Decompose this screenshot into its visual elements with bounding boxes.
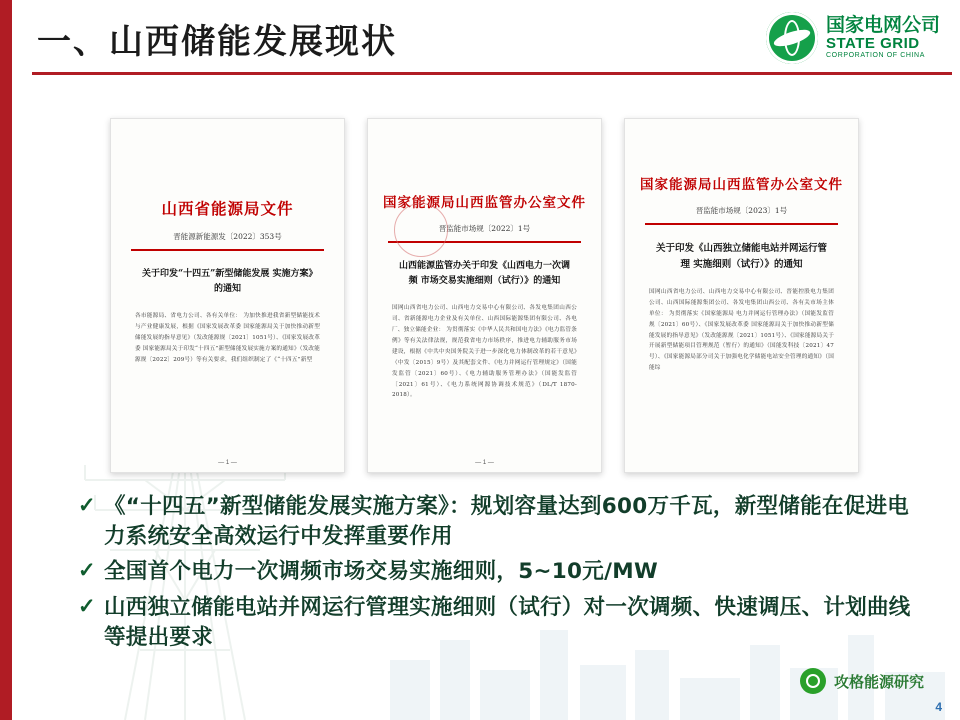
document-page-number: — 1 — — [218, 460, 237, 466]
document-heading: 国家能源局山西监管办公室文件 — [640, 177, 843, 193]
left-accent-bar — [0, 0, 12, 720]
slide-header — [12, 0, 960, 78]
check-icon: ✓ — [78, 594, 96, 618]
document-number: 晋能源新能源发〔2022〕353号 — [173, 232, 282, 241]
document-number: 晋监能市场规〔2023〕1号 — [695, 206, 788, 215]
list-item — [78, 557, 918, 587]
bullet-text: 全国首个电力一次调频市场交易实施细则，5~10元/MW — [104, 559, 658, 585]
document-thumbnail[interactable] — [367, 118, 602, 473]
document-thumbnails — [110, 118, 860, 478]
document-title: 山西能源监管办关于印发《山西电力一次调频 市场交易实施细则（试行）》的通知 — [398, 260, 570, 286]
document-divider — [131, 249, 324, 251]
header-divider — [32, 72, 952, 75]
document-title: 关于印发《山西独立储能电站并网运行管理 实施细则（试行）》的通知 — [655, 242, 827, 270]
page-title: 一、山西储能发展现状 — [37, 22, 397, 62]
document-body: 国网山西省电力公司、山西电力交易中心有限公司、各发电集团山西公司、省新能源电力企业及有关单位、山西国际能源集团有限公司、各电厂、独立储能企业： 为贯彻落实《中华人民共和国电力法》《电力监管条例》等有关法律法规，规范我省电力市场秩序，推进电力辅助服务市场建设，根据《中共中央国务院关于进一步深化电力体制改革的若干意见》（中发〔2015〕9号）及其配套文件、《电力并网运行管理规定》（国能发监管〔2021〕60号）、《电力辅助服务管理办法》（国能发监管〔2021〕61号）、《电力系统网源协调技术规范》（DL/T 1870-2018）。 — [392, 305, 577, 399]
logo-company-en: STATE GRID — [826, 35, 920, 53]
red-seal-icon — [394, 203, 448, 257]
state-grid-emblem-icon — [766, 12, 818, 64]
document-page-number: — 1 — — [475, 460, 494, 466]
document-title: 关于印发“十四五”新型储能发展 实施方案》的通知 — [142, 268, 313, 294]
document-thumbnail[interactable] — [624, 118, 859, 473]
document-divider — [645, 223, 838, 225]
document-heading: 山西省能源局文件 — [161, 199, 294, 218]
document-body: 各市能源局、省电力公司、各有关单位： 为加快推进我省新型储能技术与产业健康发展，根据《国家发展改革委 国家能源局关于加快推动新型储能发展的指导意见》（发改能源规〔2021〕1051号）、《国家发展改革委 国家能源局关于印发“十四五”新型储能发展实施方案的通知》（发改能源规〔2022〕209号）等有关要求，我们组织制定了《“十四五”新型 — [135, 313, 320, 363]
list-item — [78, 593, 918, 652]
footer-watermark — [800, 668, 924, 694]
document-number: 晋监能市场规〔2022〕1号 — [438, 224, 531, 233]
leaf-badge-icon — [800, 668, 826, 694]
logo-company-en-sub: CORPORATION OF CHINA — [826, 52, 925, 60]
bullet-text: 山西独立储能电站并网运行管理实施细则（试行）对一次调频、快速调压、计划曲线等提出要求 — [104, 594, 911, 650]
bullet-list — [78, 492, 918, 658]
check-icon: ✓ — [78, 559, 96, 583]
document-heading: 国家能源局山西监管办公室文件 — [383, 195, 586, 211]
list-item — [78, 492, 918, 551]
footer-watermark-text: 攻格能源研究 — [833, 672, 924, 691]
slide-page-number: 4 — [935, 700, 942, 714]
logo-text-block — [826, 16, 940, 59]
check-icon: ✓ — [78, 494, 96, 517]
document-body: 国网山西省电力公司、山西电力交易中心有限公司、晋能控股电力集团公司、山西国际能源集团公司、各发电集团山西公司、各有关市场主体单位： 为贯彻落实《国家能源局 电力并网运行管理办法》（国能发监管规〔2021〕60号）、《国家发展改革委 国家能源局关于加快推动新型储能发展的指导意见》（发改能源规〔2021〕1051号）、《国家能源局关于开展新型储能项目管理规范（暂行）的通知》（国能发科技〔2021〕47号）、《国家能源局部分司关于加强电化学储能电站安全管理的通知》（国能综 — [649, 288, 834, 372]
logo-company-cn: 国家电网公司 — [826, 14, 941, 37]
state-grid-logo — [766, 10, 946, 66]
document-thumbnail[interactable] — [110, 118, 345, 473]
bullet-text: 《“十四五”新型储能发展实施方案》：规划容量达到600万千瓦，新型储能在促进电力系统安全高效运行中发挥重要作用 — [104, 494, 910, 549]
